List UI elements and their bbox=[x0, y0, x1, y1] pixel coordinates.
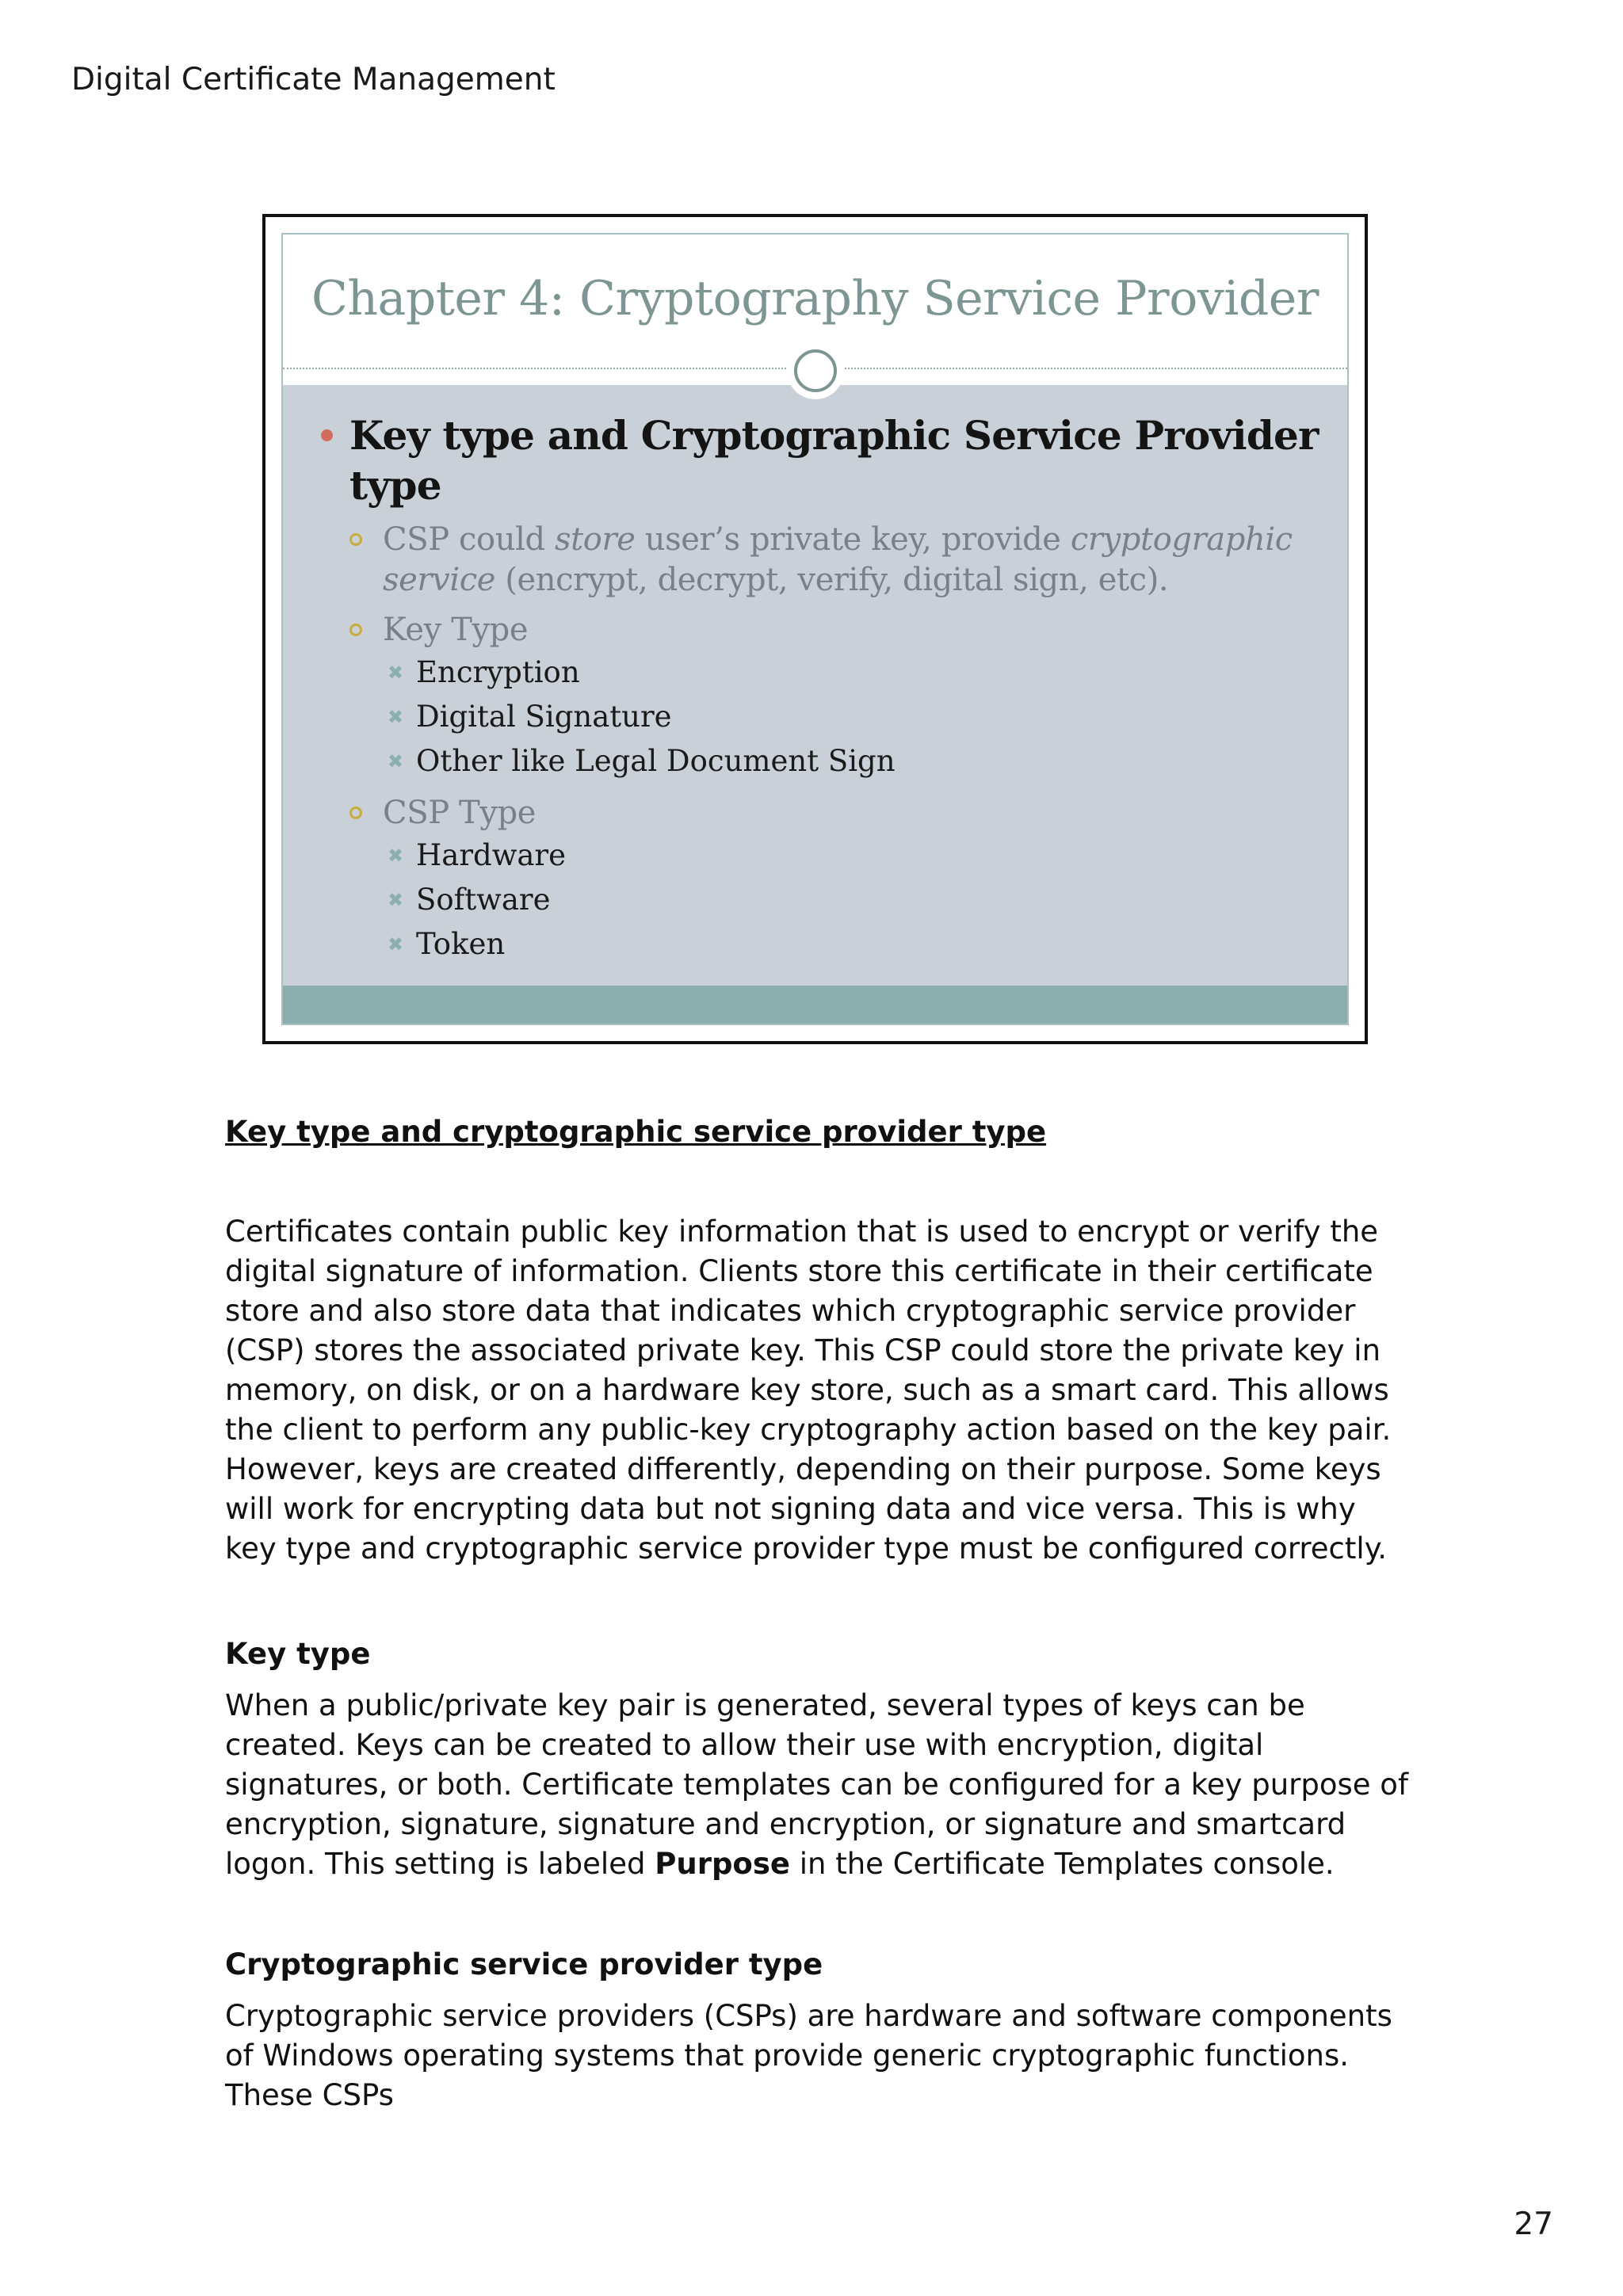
csp-type-item bbox=[315, 878, 1316, 922]
slide-footer-band bbox=[283, 986, 1347, 1024]
section-heading-text: Key type and cryptographic service provider type bbox=[225, 1115, 1047, 1149]
x-bullet-icon: ✖ bbox=[388, 889, 404, 911]
key-type-text-before: When a public/private key pair is generated, several types of keys can be created. Keys can be created to allow their use with encryption, digital signatures, or both. Certificate templates can be configured for a key purpose of encryption, signature, signature and encryption, or signature and smartcard logon. This setting is labeled bbox=[225, 1688, 1408, 1881]
slide-csp-type-label bbox=[315, 793, 1316, 833]
running-header: Digital Certificate Management bbox=[71, 62, 556, 97]
filled-circle-bullet-icon bbox=[321, 429, 333, 441]
slide-csp-description bbox=[315, 520, 1316, 601]
x-bullet-icon: ✖ bbox=[388, 706, 404, 728]
hollow-circle-bullet-icon bbox=[349, 624, 362, 636]
intro-paragraph-text: Certificates contain public key information that is used to encrypt or verify the digital signature of information. Clients store this certificate in their certificate store and also store data that indicates which cryptographic service provider (CSP) stores the associated private key. This CSP could store the private key in memory, on disk, or on a hardware key store, such as a smart card. This allows the client to perform any public-key cryptography action based on the key pair. However, keys are created differently, depending on their purpose. Some keys will work for encrypting data but not signing data and vice versa. This is why key type and cryptographic service provider type must be configured correctly. bbox=[225, 1215, 1392, 1566]
csp-type-label-text: CSP Type bbox=[383, 795, 536, 831]
intro-paragraph bbox=[225, 1212, 1414, 1569]
key-type-item-text: Other like Legal Document Sign bbox=[416, 744, 896, 778]
circle-ornament-icon bbox=[787, 342, 844, 399]
slide-key-type-label bbox=[315, 610, 1316, 650]
x-bullet-icon: ✖ bbox=[388, 845, 404, 867]
key-type-text-after: in the Certificate Templates console. bbox=[789, 1847, 1335, 1881]
key-type-paragraph bbox=[225, 1686, 1414, 1884]
csp-heading-text: Cryptographic service provider type bbox=[225, 1947, 823, 1981]
csp-desc-text-3: user’s private key, provide bbox=[635, 521, 1071, 558]
page-number: 27 bbox=[1514, 2206, 1553, 2242]
purpose-label: Purpose bbox=[655, 1847, 790, 1881]
slide-title: Chapter 4: Cryptography Service Provider bbox=[311, 271, 1319, 326]
csp-paragraph bbox=[225, 1997, 1414, 2115]
csp-desc-service: cryptographic service bbox=[383, 521, 1293, 598]
key-type-item bbox=[315, 695, 1316, 739]
key-type-paragraph-text bbox=[225, 1686, 1414, 1884]
csp-desc-text-1: CSP could bbox=[383, 521, 555, 558]
slide-inner-frame bbox=[281, 233, 1349, 1025]
x-bullet-icon: ✖ bbox=[388, 750, 404, 772]
csp-heading bbox=[225, 1945, 1414, 1985]
key-type-label-text: Key Type bbox=[383, 612, 529, 648]
key-type-item-text: Digital Signature bbox=[416, 700, 672, 734]
slide-main-bullet-text: Key type and Cryptographic Service Provider type bbox=[349, 412, 1319, 509]
csp-type-item-text: Software bbox=[416, 883, 551, 917]
key-type-heading-text: Key type bbox=[225, 1637, 371, 1671]
hollow-circle-bullet-icon bbox=[349, 807, 362, 819]
section-heading bbox=[225, 1112, 1414, 1152]
key-type-item-text: Encryption bbox=[416, 655, 580, 689]
key-type-item bbox=[315, 739, 1316, 784]
key-type-item bbox=[315, 650, 1316, 695]
csp-type-item bbox=[315, 922, 1316, 967]
x-bullet-icon: ✖ bbox=[388, 933, 404, 955]
x-bullet-icon: ✖ bbox=[388, 662, 404, 684]
slide-content bbox=[315, 410, 1319, 967]
csp-desc-store: store bbox=[555, 521, 636, 558]
csp-type-item-text: Hardware bbox=[416, 838, 567, 872]
csp-desc-text-5: (encrypt, decrypt, verify, digital sign, etc). bbox=[495, 562, 1169, 598]
csp-paragraph-text: Cryptographic service providers (CSPs) are hardware and software components of Windows operating systems that provide generic cryptographic functions. These CSPs bbox=[225, 1999, 1392, 2112]
slide-main-bullet bbox=[315, 410, 1332, 510]
key-type-heading bbox=[225, 1634, 1414, 1674]
csp-type-item-text: Token bbox=[416, 927, 506, 961]
hollow-circle-bullet-icon bbox=[349, 533, 362, 546]
csp-type-item bbox=[315, 833, 1316, 878]
slide-image bbox=[262, 214, 1368, 1044]
